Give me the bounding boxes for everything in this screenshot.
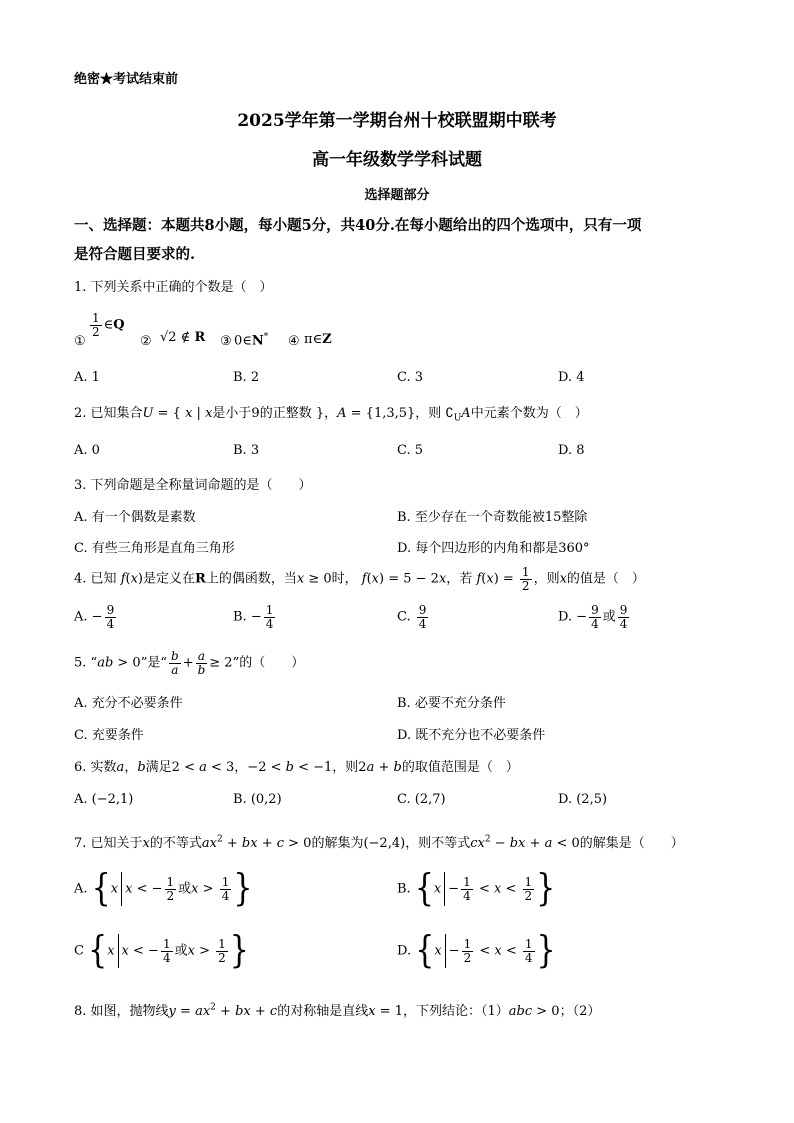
q2-option-b: B. 3 [233,443,260,458]
q2-option-d: D. 8 [558,443,585,458]
q8-stem: 8. 如图，抛物线$y = ax^2$ + bx + c的对称轴是直线x = 1，下列结论：（1）abc > 0；（2） [74,1002,601,1019]
confidential-mark: 绝密★考试结束前 [74,72,179,87]
q1-item-3-expr: 0∈N* [234,332,269,349]
q5-option-d: D. 既不充分也不必要条件 [397,728,546,743]
q5-option-b: B. 必要不充分条件 [397,696,506,711]
q7-option-c: C {x x < − $\frac{1}{4}$ 或x > $\frac{1}{2}$ } [74,928,249,973]
q3-stem: 3. 下列命题是全称量词命题的是（ ） [74,478,312,493]
q7-option-d: D. {x − $\frac{1}{2}$ < x < $\frac{1}{4}$ } [397,928,556,973]
q1-option-b: B. 2 [233,370,260,385]
q1-item-4: ④ [288,334,300,349]
q2-option-a: A. 0 [74,443,100,458]
q7-option-b: B. {x − $\frac{1}{4}$ < x < $\frac{1}{2}$ } [397,866,556,911]
q1-item-2-expr: √2 ∉ R [160,330,206,345]
q4-option-a: A. − $\frac{9}{4}$ [74,603,115,631]
q5-stem: 5. “ab > 0”是“ $\frac{b}{a}$ + $\frac{a}{b}$ ≥ 2”的（ ） [74,649,305,677]
q6-option-a: A. (−2,1) [74,792,134,807]
part-heading: 选择题部分 [364,188,430,203]
q7-option-a: A. {x x < − $\frac{1}{2}$ 或x > $\frac{1}{4}$ } [74,866,253,911]
section-instruction-line1: 一、选择题：本题共8小题，每小题5分，共40分.在每小题给出的四个选项中，只有一项 [74,217,642,234]
q2-option-c: C. 5 [397,443,424,458]
q7-stem: 7. 已知关于x的不等式$ax^2$ + bx + c > 0的解集为(−2,4)，则不等式$cx^2$ − bx + a < 0的解集是（ ） [74,834,684,851]
q1-option-c: C. 3 [397,370,424,385]
q5-option-c: C. 充要条件 [74,728,144,743]
q6-option-b: B. (0,2) [233,792,282,807]
q3-option-c: C. 有些三角形是直角三角形 [74,541,235,556]
q1-option-a: A. 1 [74,370,100,385]
q3-option-a: A. 有一个偶数是素数 [74,510,196,525]
q1-stem: 1. 下列关系中正确的个数是（ ） [74,280,273,295]
section-instruction-line2: 是符合题目要求的. [74,246,196,263]
q1-item-3: ③ [220,334,232,349]
q2-stem: 2. 已知集合U = { x | x是小于9的正整数 }，A = {1,3,5}，则 $∁_UA$中元素个数为（ ） [74,406,588,424]
q1-item-1: ① [74,334,86,349]
q4-option-b: B. − $\frac{1}{4}$ [233,603,274,631]
q5-option-a: A. 充分不必要条件 [74,696,183,711]
q4-option-c: C. $\frac{9}{4}$ [397,603,427,631]
q1-option-d: D. 4 [558,370,585,385]
q4-stem: 4. 已知 f(x)是定义在R上的偶函数，当x ≥ 0时， f(x) = 5 − 2x，若 f(x) = $\frac{1}{2}$ ，则x的值是（ ） [74,565,645,593]
q3-option-d: D. 每个四边形的内角和都是360° [397,541,590,556]
exam-subtitle: 高一年级数学学科试题 [312,150,482,170]
q1-item-1-expr: $\frac{1}{2}$ ∈Q [92,311,125,339]
q1-item-4-expr: π∈Z [304,332,332,347]
exam-title: 2025学年第一学期台州十校联盟期中联考 [237,111,557,131]
q6-option-d: D. (2,5) [558,792,608,807]
q4-option-d: D. − $\frac{9}{4}$ 或 $\frac{9}{4}$ [558,603,628,631]
q6-option-c: C. (2,7) [397,792,446,807]
q1-item-2: ② [140,334,152,349]
q6-stem: 6. 实数a，b满足2 < a < 3，−2 < b < −1，则2a + b的取值范围是（ ） [74,760,519,775]
q3-option-b: B. 至少存在一个奇数能被15整除 [397,510,588,525]
